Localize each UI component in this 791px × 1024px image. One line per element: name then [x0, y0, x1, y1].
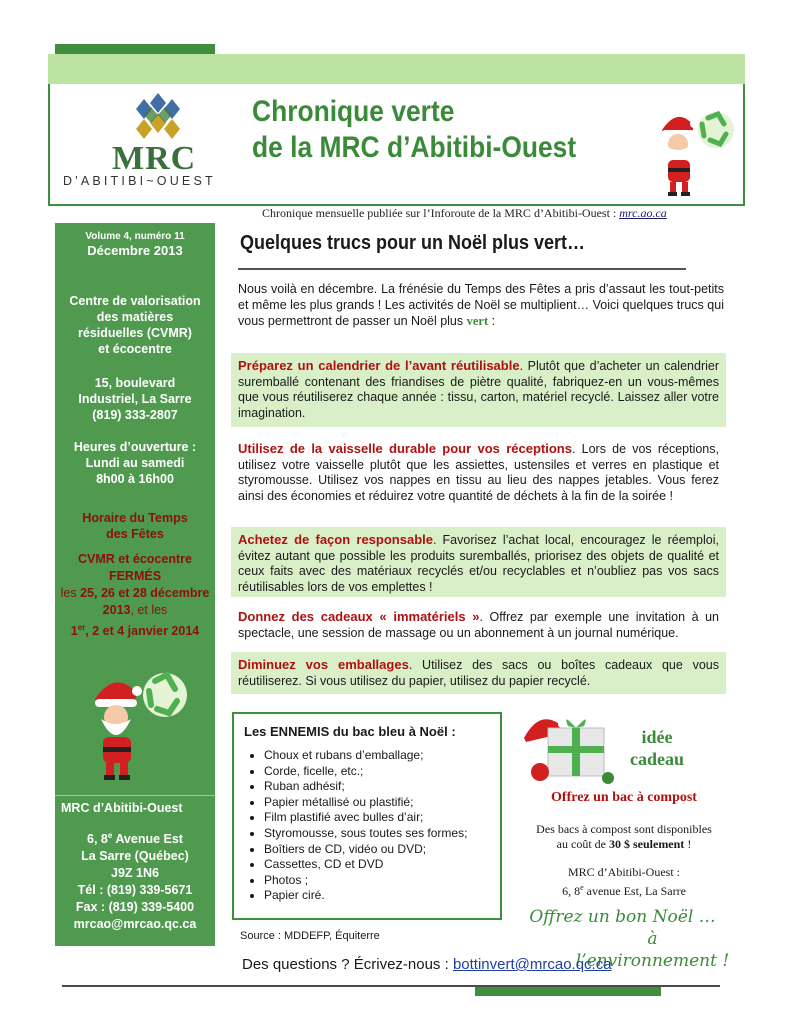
street-name: Avenue Est — [112, 832, 183, 847]
tip-text: . Lors de vos réceptions, utilisez votre vaisselle plutôt que les assiettes, ustensiles et verres en plastique et styromousse. Utilisez vos nappes en tissu au lieu des nappes jetables. Vous ferez ainsi des économies et réduirez votre quantité de déchets à la fin de la soirée ! — [238, 442, 719, 503]
enemies-title: Les ENNEMIS du bac bleu à Noël : — [244, 724, 456, 739]
tip-calendar — [231, 353, 726, 427]
list-item: • Papier ciré. — [264, 888, 467, 904]
contact-postal: J9Z 1N6 — [111, 866, 159, 881]
slogan-line: Offrez un bon Noël … — [529, 907, 716, 927]
hours-line: 8h00 à 16h00 — [96, 472, 174, 486]
list-item: • Choux et rubans d’emballage; — [264, 748, 467, 764]
list-item: • Ruban adhésif; — [264, 779, 467, 795]
logo-mrc-text: MRC — [112, 140, 197, 177]
street-sup: e — [580, 883, 584, 892]
contact-fax: Fax : (819) 339-5400 — [75, 900, 195, 915]
street-number: 6, 8 — [562, 884, 581, 898]
horaire-line: Horaire du Temps — [82, 511, 188, 525]
address-line: 15, boulevard — [94, 376, 176, 390]
closure-line — [55, 585, 215, 602]
title-divider — [238, 268, 686, 270]
address-line — [514, 880, 734, 899]
list-item: • Cassettes, CD et DVD — [264, 857, 467, 873]
hours-line: Heures d’ouverture : — [73, 440, 197, 454]
list-item: • Film plastifié avec bulles d’air; — [264, 810, 467, 826]
tip-heading: Diminuez vos emballages — [238, 657, 409, 672]
list-item: • Photos ; — [264, 873, 467, 889]
compost-offer-title: Offrez un bac à compost — [551, 790, 697, 805]
intro-vert: vert — [466, 314, 489, 328]
mrc-logo-icon — [130, 93, 186, 143]
street-number: 6, 8 — [87, 832, 108, 847]
header-top-bar — [55, 44, 215, 54]
address-line: Industriel, La Sarre — [78, 392, 192, 406]
closure-line — [55, 602, 215, 619]
santa-recycle-icon — [648, 100, 738, 200]
closure-text: , et les — [130, 603, 168, 617]
cvmr-line: Centre de valorisation — [69, 294, 201, 308]
cvmr-line: résiduelles (CVMR) — [78, 326, 192, 340]
tip-heading: Utilisez de la vaisselle durable pour vos réceptions — [238, 441, 572, 456]
closure-dates: 25, 26 et 28 décembre — [80, 586, 210, 600]
question-text: Des questions ? Écrivez-nous : — [242, 956, 453, 973]
hours-line: Lundi au samedi — [85, 456, 185, 470]
closure-line — [55, 619, 215, 640]
horaire-line: des Fêtes — [106, 527, 164, 541]
issue-date: Décembre 2013 — [87, 243, 183, 258]
tip-heading: Achetez de façon responsable — [238, 532, 433, 547]
tip-responsible — [231, 527, 726, 597]
cvmr-name — [55, 293, 215, 357]
mrc-contact — [55, 827, 215, 933]
title-line-1: Chronique verte — [252, 95, 455, 128]
offer-line: Des bacs à compost sont disponibles — [536, 822, 712, 836]
list-item: • Styromousse, sous toutes ses formes; — [264, 826, 467, 842]
offer-price: 30 $ seulement — [608, 837, 685, 851]
article-title: Quelques trucs pour un Noël plus vert… — [240, 232, 586, 254]
blue-bin-enemies-box — [232, 712, 502, 920]
contact-city: La Sarre (Québec) — [81, 849, 189, 864]
offer-line — [514, 837, 734, 852]
subhead-text: Chronique mensuelle publiée sur l’Inforoute de la MRC d’Abitibi-Ouest : — [262, 206, 617, 220]
logo-subtitle: D'ABITIBI~OUEST — [63, 174, 216, 188]
idee-line: cadeau — [630, 749, 684, 769]
compost-offer-text — [514, 822, 734, 852]
article-intro — [238, 281, 724, 329]
contact-question — [242, 956, 612, 973]
slogan-line: à l’environnement ! — [575, 929, 730, 971]
idee-line: idée — [641, 727, 673, 747]
tip-heading: Donnez des cadeaux « immatériels » — [238, 609, 480, 624]
closure-sup: er — [77, 623, 86, 632]
sidebar — [55, 223, 215, 946]
cvmr-line: des matières — [96, 310, 174, 324]
tip-packaging — [231, 652, 726, 694]
list-item: • Boîtiers de CD, vidéo ou DVD; — [264, 842, 467, 858]
compost-offer-address — [514, 864, 734, 899]
tip-text: . Offrez par exemple une invitation à un spectacle, une session de massage ou un abonnement à un journal numérique. — [238, 610, 720, 640]
closure-line: CVMR et écocentre — [78, 552, 192, 566]
tip-gifts — [231, 604, 726, 644]
opening-hours — [55, 439, 215, 487]
title-line-2: de la MRC d’Abitibi-Ouest — [252, 131, 577, 164]
phone-line: (819) 333-2807 — [92, 408, 178, 422]
closure-text: les — [60, 586, 81, 600]
list-item: • Corde, ficelle, etc.; — [264, 764, 467, 780]
gift-box-icon — [518, 706, 622, 786]
volume-number: Volume 4, numéro 11 — [85, 231, 185, 242]
closure-line: FERMÉS — [108, 569, 162, 583]
offer-text: ! — [684, 837, 692, 851]
footer-bar — [475, 987, 661, 996]
list-item: • Papier métallisé ou plastifié; — [264, 795, 467, 811]
email-link[interactable]: bottinvert@mrcao.qc.ca — [452, 956, 612, 973]
intro-text: Nous voilà en décembre. La frénésie du Temps des Fêtes a pris d’assaut les tout-petits et même les plus grands ! Les activités de Noël se multiplient… Voici quelques trucs qui vous permettront de passer un Noël plus — [238, 282, 724, 328]
header-green-band — [48, 54, 745, 84]
holiday-closures — [55, 551, 215, 640]
intro-end: : — [488, 314, 496, 328]
address-line: MRC d’Abitibi-Ouest : — [567, 865, 680, 879]
tip-heading: Préparez un calendrier de l’avant réutilisable — [238, 358, 520, 373]
mrc-contact-name: MRC d’Abitibi-Ouest — [61, 801, 183, 815]
page-title — [252, 94, 576, 166]
contact-email[interactable]: mrcao@mrcao.qc.ca — [73, 917, 197, 932]
cvmr-line: et écocentre — [98, 342, 172, 356]
closure-dates: 1 — [70, 624, 78, 639]
street-sup: e — [107, 831, 113, 840]
closure-dates: , 2 et 4 janvier 2014 — [85, 624, 200, 639]
contact-street — [55, 827, 215, 848]
holiday-schedule-title — [55, 510, 215, 542]
contact-phone: Tél : (819) 339-5671 — [77, 883, 193, 898]
offer-text: au coût de — [556, 837, 609, 851]
cvmr-address — [55, 375, 215, 423]
sidebar-divider — [55, 795, 215, 796]
tip-text: . Utilisez des sacs ou boîtes cadeaux que vous réutiliserez. Si vous utilisez du papier, utilisez du papier recyclé. — [238, 658, 719, 688]
website-link[interactable]: mrc.ao.ca — [619, 206, 667, 220]
subheading — [262, 206, 667, 221]
tip-text: . Favorisez l’achat local, encouragez le réemploi, évitez autant que possible les produits suremballés, priorisez des objets de qualité et ceux faits avec des matériaux recyclés et/ou recyclables et n’oubliez pas vos sacs réutilisables lors de vos emplettes ! — [238, 533, 719, 594]
santa-recycle-icon — [79, 663, 191, 783]
gift-idea-title — [630, 726, 684, 770]
enemies-list — [244, 748, 467, 904]
closure-year: 2013 — [102, 603, 131, 617]
tip-text: . Plutôt que d’acheter un calendrier suremballé contenant des friandises de piètre qualité, fabriquez-en un vous-mêmes que vous réutiliserez chaque année : tissu, carton, matériel recyclé. Laissez aller votre imagination. — [238, 359, 719, 420]
source-note: Source : MDDEFP, Équiterre — [240, 930, 380, 942]
tip-dishes — [231, 436, 726, 520]
street-name: avenue Est, La Sarre — [583, 884, 686, 898]
